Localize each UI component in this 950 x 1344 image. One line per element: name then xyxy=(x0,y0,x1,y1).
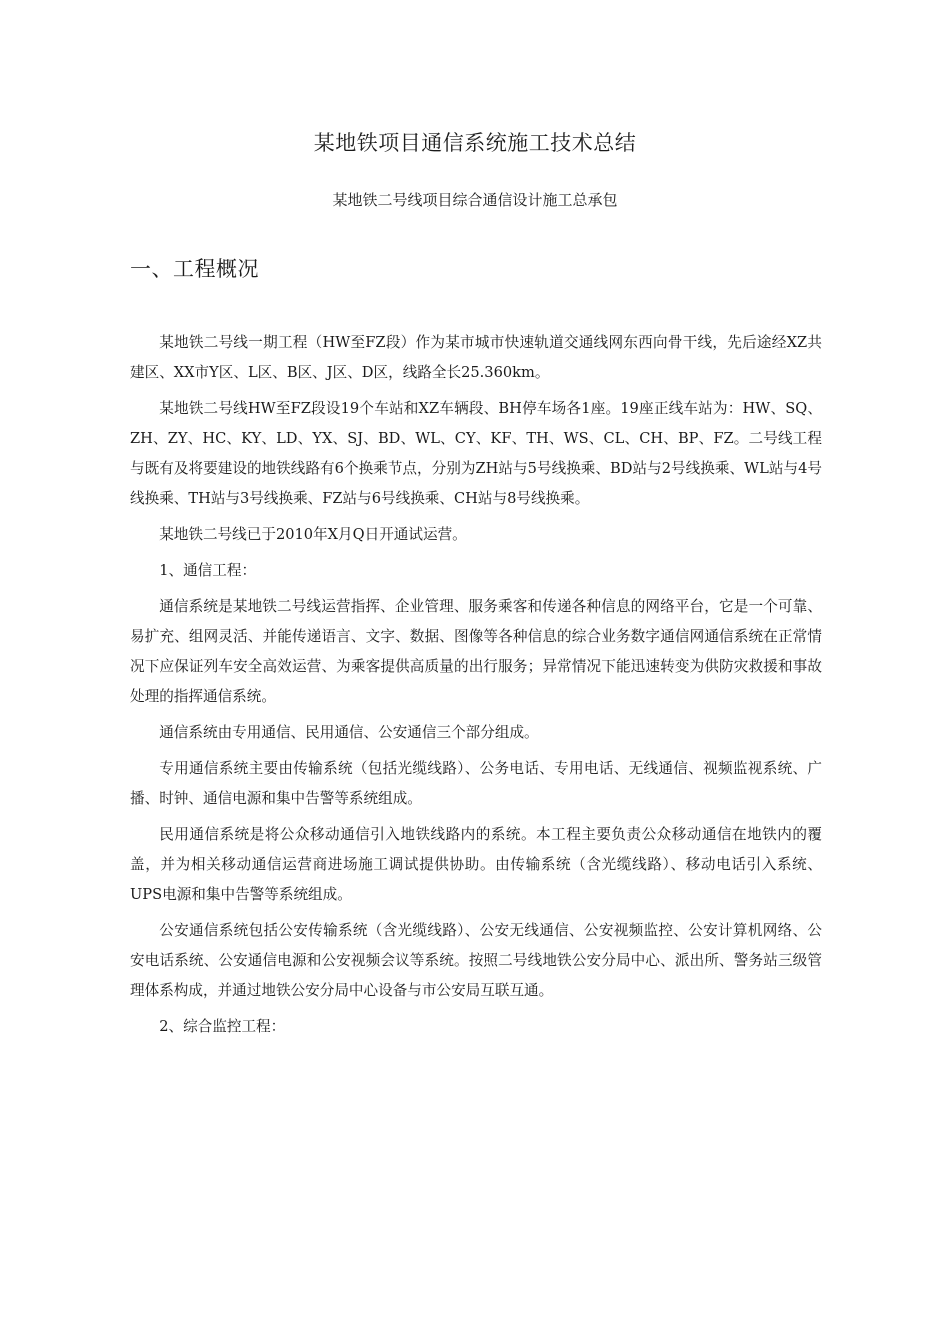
paragraph-civil: 民用通信系统是将公众移动通信引入地铁线路内的系统。本工程主要负责公众移动通信在地铁内的覆盖，并为相关移动通信运营商进场施工调试提供协助。由传输系统（含光缆线路）、移动电话引入系统、UPS电源和集中告警等系统组成。 xyxy=(130,826,822,903)
section-heading: 一、工程概况 xyxy=(130,257,259,281)
document-subtitle: 某地铁二号线项目综合通信设计施工总承包 xyxy=(332,191,618,209)
paragraph-opening: 某地铁二号线已于2010年X月Q日开通试运营。 xyxy=(159,526,467,543)
paragraph-police: 公安通信系统包括公安传输系统（含光缆线路）、公安无线通信、公安视频监控、公安计算机网络、公安电话系统、公安通信电源和公安视频会议等系统。按照二号线地铁公安分局中心、派出所、警务站三级管理体系构成，并通过地铁公安分局中心设备与市公安局互联互通。 xyxy=(130,922,822,999)
paragraph-composition: 通信系统由专用通信、民用通信、公安通信三个部分组成。 xyxy=(159,724,539,741)
paragraph-dedicated: 专用通信系统主要由传输系统（包括光缆线路）、公务电话、专用电话、无线通信、视频监视系统、广播、时钟、通信电源和集中告警等系统组成。 xyxy=(130,760,822,807)
paragraph-overview: 某地铁二号线一期工程（HW至FZ段）作为某市城市快速轨道交通线网东西向骨干线，先后途经XZ共建区、XX市Y区、L区、B区、J区、D区，线路全长25.360km。 xyxy=(130,334,822,381)
body-text xyxy=(130,328,822,1048)
paragraph-communication-system: 通信系统是某地铁二号线运营指挥、企业管理、服务乘客和传递各种信息的网络平台，它是一个可靠、易扩充、组网灵活、并能传递语言、文字、数据、图像等各种信息的综合业务数字通信网通信系统在正常情况下应保证列车安全高效运营、为乘客提供高质量的出行服务；异常情况下能迅速转变为供防灾救援和事故处理的指挥通信系统。 xyxy=(130,598,822,705)
subheading-integrated-monitoring: 2、综合监控工程： xyxy=(159,1018,286,1035)
document-title: 某地铁项目通信系统施工技术总结 xyxy=(313,131,637,155)
subheading-communication: 1、通信工程： xyxy=(159,562,257,579)
paragraph-stations: 某地铁二号线HW至FZ段设19个车站和XZ车辆段、BH停车场各1座。19座正线车站为：HW、SQ、ZH、ZY、HC、KY、LD、YX、SJ、BD、WL、CY、KF、TH、WS、CL、CH、BP、FZ。二号线工程与既有及将要建设的地铁线路有6个换乘节点，分别为ZH站与5号线换乘、BD站与2号线换乘、WL站与4号线换乘、TH站与3号线换乘、FZ站与6号线换乘、CH站与8号线换乘。 xyxy=(130,400,822,507)
